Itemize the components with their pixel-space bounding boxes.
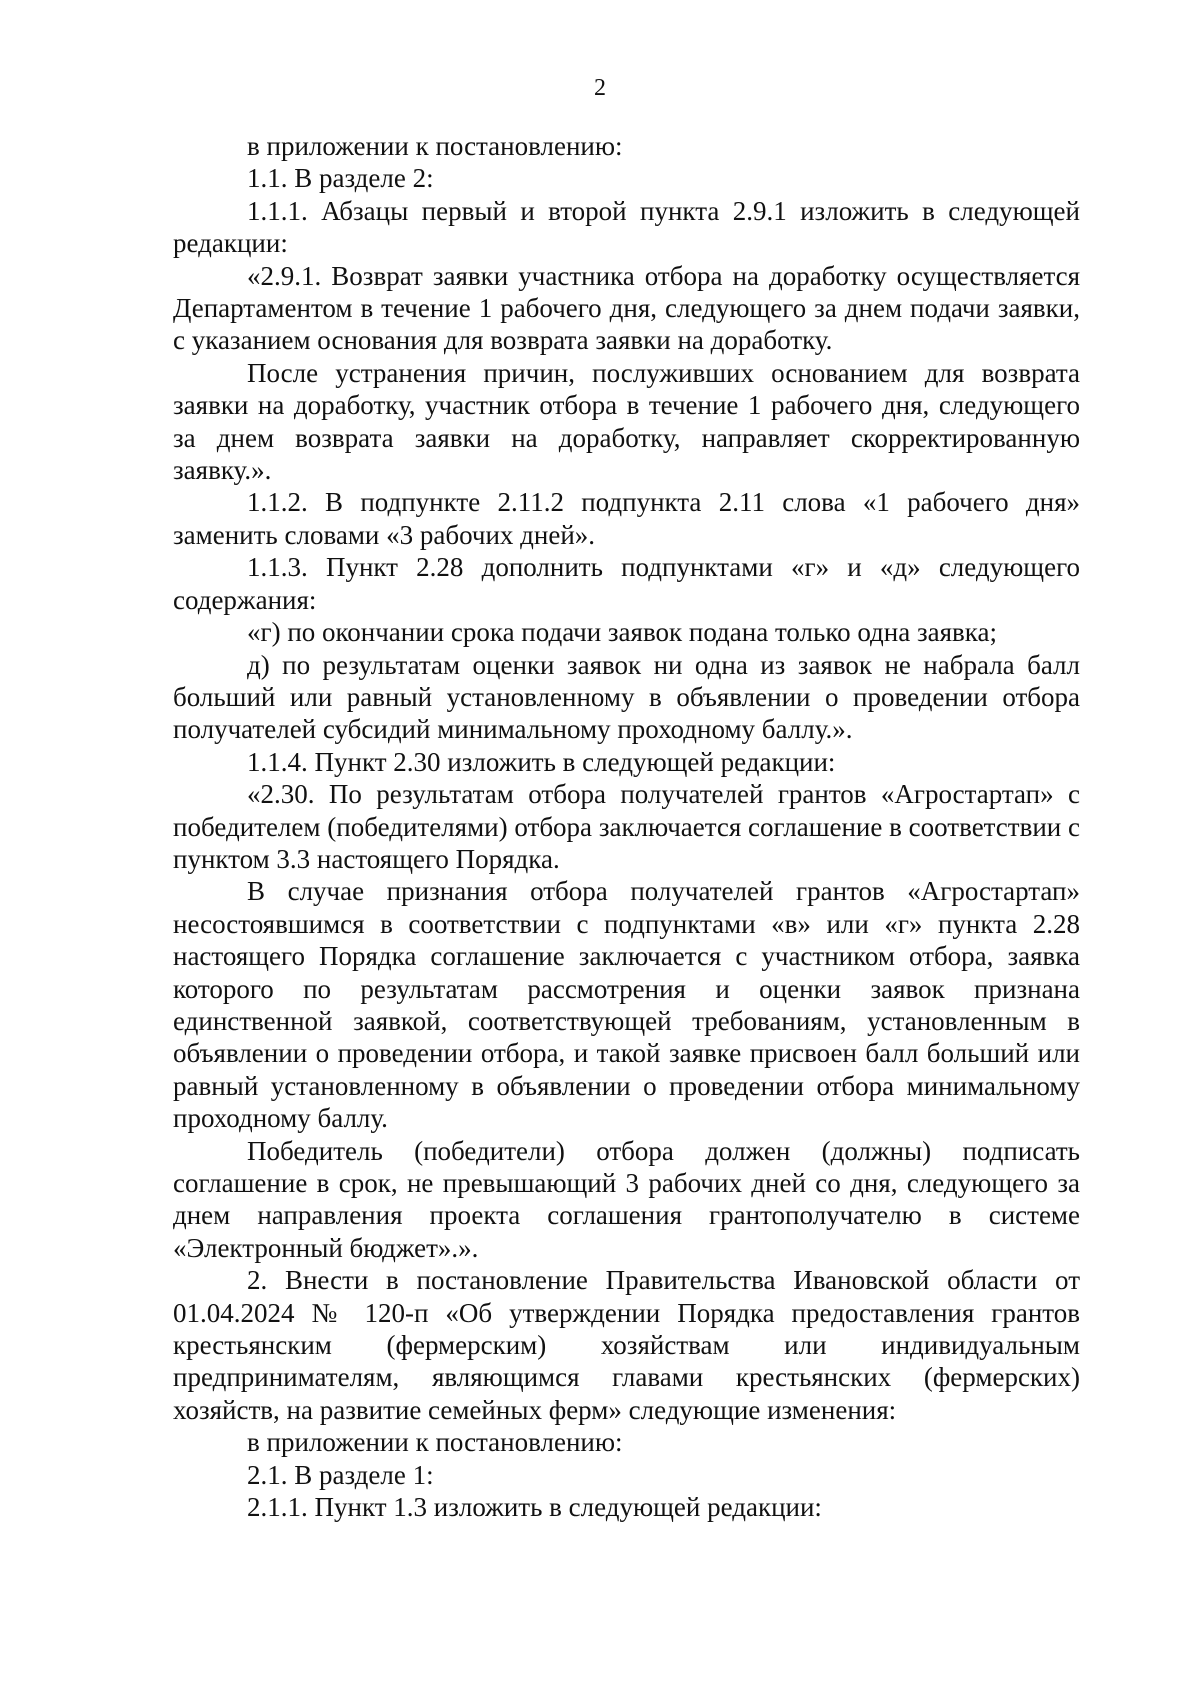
paragraph-14: 2. Внести в постановление Правительства Ивановской области от 01.04.2024 № 120-п «Об утверждении Порядка предоставления грантов крестьянским (фермерским) хозяйствам или индивидуальным предпринимателям, являющимся главами крестьянских (фермерских) хозяйств, на развитие семейных ферм» следующие изменения: [173, 1265, 1080, 1425]
paragraph-12: В случае признания отбора получателей грантов «Агростартап» несостоявшимся в соответствии с подпунктами «в» или «г» пункта 2.28 настоящего Порядка соглашение заключается с участником отбора, заявка которого по результатам рассмотрения и оценки заявок признана единственной заявкой, соответствующей требованиям, установленным в объявлении о проведении отбора, и такой заявке присвоен балл больший или равный установленному в объявлении о проведении отбора минимальному проходному баллу. [173, 876, 1080, 1134]
paragraph-2: 1.1. В разделе 2: [247, 163, 434, 194]
paragraph-10: 1.1.4. Пункт 2.30 изложить в следующей редакции: [247, 746, 836, 777]
paragraph-7: 1.1.3. Пункт 2.28 дополнить подпунктами «г» и «д» следующего содержания: [173, 552, 1080, 615]
paragraph-15: в приложении к постановлению: [247, 1427, 623, 1458]
document-body [173, 130, 1080, 1523]
paragraph-9: д) по результатам оценки заявок ни одна из заявок не набрала балл больший или равный установленному в объявлении о проведении отбора получателей субсидий минимальному проходному баллу.». [173, 649, 1080, 745]
paragraph-13: Победитель (победители) отбора должен (должны) подписать соглашение в срок, не превышающий 3 рабочих дней со дня, следующего за днем направления проекта соглашения грантополучателю в системе «Электронный бюджет».». [173, 1135, 1080, 1263]
page-number: 2 [594, 75, 606, 101]
paragraph-11: «2.30. По результатам отбора получателей грантов «Агростартап» с победителем (победителями) отбора заключается соглашение в соответствии с пунктом 3.3 настоящего Порядка. [173, 779, 1080, 874]
paragraph-4: «2.9.1. Возврат заявки участника отбора на доработку осуществляется Департаментом в течение 1 рабочего дня, следующего за днем подачи заявки, с указанием основания для возврата заявки на доработку. [173, 260, 1080, 356]
paragraph-16: 2.1. В разделе 1: [247, 1459, 434, 1490]
paragraph-8: «г) по окончании срока подачи заявок подана только одна заявка; [247, 617, 997, 648]
paragraph-3: 1.1.1. Абзацы первый и второй пункта 2.9.1 изложить в следующей редакции: [173, 195, 1080, 259]
paragraph-5: После устранения причин, послуживших основанием для возврата заявки на доработку, участник отбора в течение 1 рабочего дня, следующего за днем возврата заявки на доработку, направляет скорректированную заявку.». [173, 357, 1080, 486]
paragraph-17: 2.1.1. Пункт 1.3 изложить в следующей редакции: [247, 1492, 822, 1523]
paragraph-6: 1.1.2. В подпункте 2.11.2 подпункта 2.11 слова «1 рабочего дня» заменить словами «3 рабочих дней». [173, 487, 1080, 550]
paragraph-1: в приложении к постановлению: [247, 131, 623, 161]
